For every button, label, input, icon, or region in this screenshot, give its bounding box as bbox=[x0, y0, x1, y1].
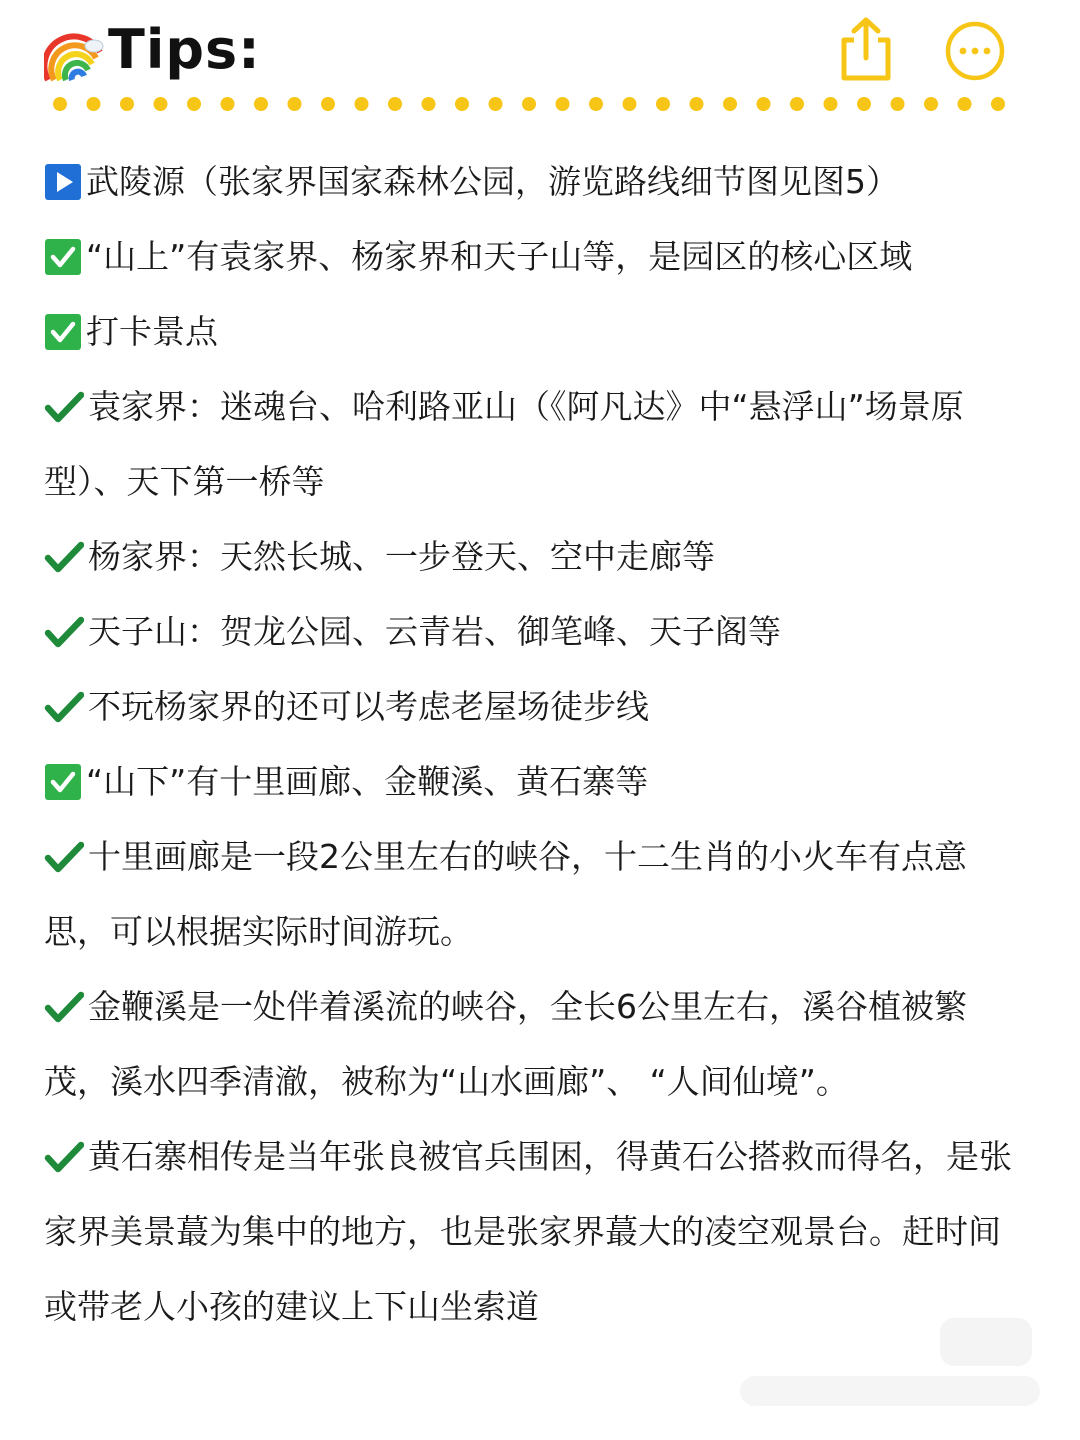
check-icon bbox=[44, 615, 84, 649]
tip-line bbox=[44, 1194, 1054, 1269]
check-icon bbox=[44, 540, 84, 574]
tip-line bbox=[44, 744, 1054, 819]
tips-content bbox=[44, 144, 1054, 1344]
tip-line bbox=[44, 594, 1054, 669]
tip-line bbox=[44, 294, 1054, 369]
tip-line bbox=[44, 369, 1054, 444]
dotted-divider bbox=[52, 96, 1012, 112]
tip-text: “山下”有十里画廊、金鞭溪、黄石寨等 bbox=[86, 762, 649, 801]
tip-text: 型）、天下第一桥等 bbox=[44, 462, 325, 501]
tip-line bbox=[44, 519, 1054, 594]
tip-line bbox=[44, 219, 1054, 294]
tip-line bbox=[44, 1269, 1054, 1344]
tip-text: 打卡景点 bbox=[86, 312, 218, 351]
tip-text: 袁家界：迷魂台、哈利路亚山（《阿凡达》中“悬浮山”场景原 bbox=[88, 387, 964, 426]
tip-text: 家界美景蕞为集中的地方，也是张家界蕞大的凌空观景台。赶时间 bbox=[44, 1212, 1001, 1251]
check-icon bbox=[44, 990, 84, 1024]
tip-text: 天子山：贺龙公园、云青岩、御笔峰、天子阁等 bbox=[88, 612, 781, 651]
check-box-icon bbox=[44, 763, 82, 801]
watermark-logo bbox=[940, 1318, 1032, 1366]
check-icon bbox=[44, 690, 84, 724]
check-box-icon bbox=[44, 238, 82, 276]
tip-line bbox=[44, 819, 1054, 894]
tip-line bbox=[44, 669, 1054, 744]
tip-text: 杨家界：天然长城、一步登天、空中走廊等 bbox=[88, 537, 715, 576]
tip-text: 金鞭溪是一处伴着溪流的峡谷，全长6公里左右，溪谷植被繁 bbox=[88, 987, 967, 1026]
tip-line bbox=[44, 444, 1054, 519]
tip-text: 不玩杨家界的还可以考虑老屋场徒步线 bbox=[88, 687, 649, 726]
tip-text: 思，可以根据实际时间游玩。 bbox=[44, 912, 473, 951]
check-icon bbox=[44, 840, 84, 874]
tip-line bbox=[44, 1119, 1054, 1194]
watermark-bar bbox=[740, 1376, 1040, 1406]
tip-line bbox=[44, 969, 1054, 1044]
tip-line bbox=[44, 1044, 1054, 1119]
tip-text: “山上”有袁家界、杨家界和天子山等，是园区的核心区域 bbox=[86, 237, 913, 276]
more-icon[interactable] bbox=[944, 20, 1006, 82]
page-title: Tips: bbox=[108, 18, 261, 81]
tip-text: 或带老人小孩的建议上下山坐索道 bbox=[44, 1287, 539, 1326]
tip-line bbox=[44, 144, 1054, 219]
tip-line bbox=[44, 894, 1054, 969]
tip-text: 黄石寨相传是当年张良被官兵围困，得黄石公搭救而得名，是张 bbox=[88, 1137, 1012, 1176]
play-icon bbox=[44, 163, 82, 201]
check-icon bbox=[44, 1140, 84, 1174]
header-bar bbox=[0, 0, 1080, 130]
rainbow-icon bbox=[44, 26, 104, 82]
tip-text: 茂，溪水四季清澈，被称为“山水画廊”、 “人间仙境”。 bbox=[44, 1062, 849, 1101]
tip-text: 武陵源（张家界国家森林公园，游览路线细节图见图5） bbox=[86, 162, 899, 201]
tip-text: 十里画廊是一段2公里左右的峡谷，十二生肖的小火车有点意 bbox=[88, 837, 967, 876]
check-icon bbox=[44, 390, 84, 424]
check-box-icon bbox=[44, 313, 82, 351]
share-icon[interactable] bbox=[838, 16, 894, 82]
